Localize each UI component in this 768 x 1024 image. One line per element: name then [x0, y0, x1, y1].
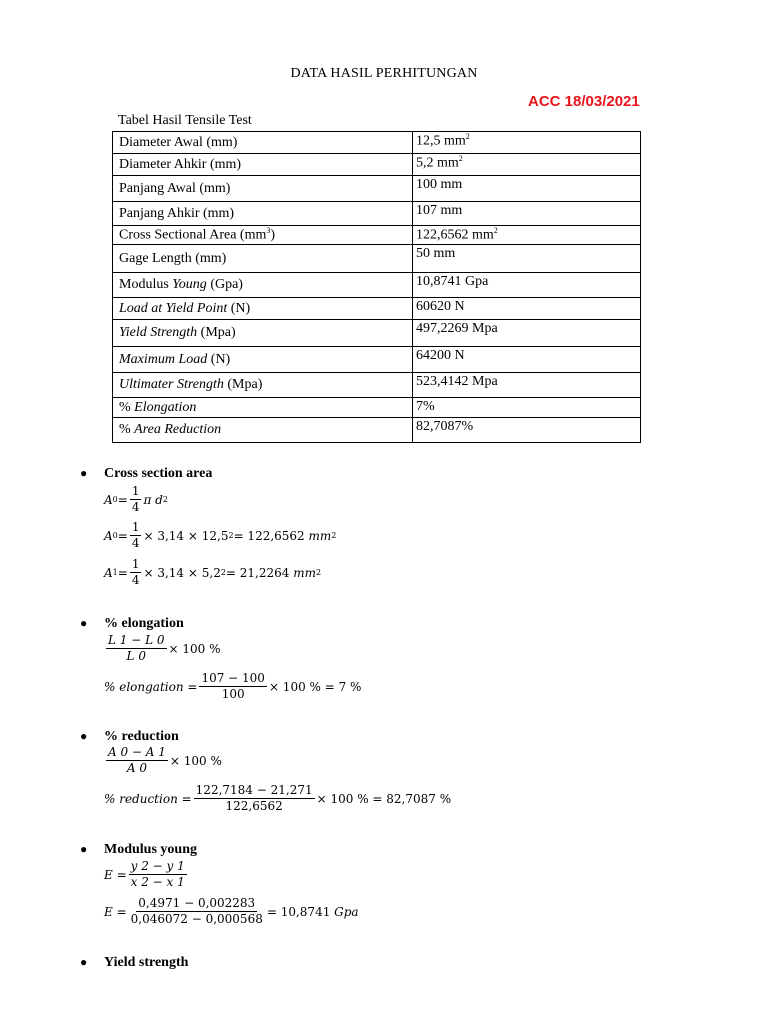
section-title: Cross section area [104, 466, 213, 481]
row-label: Panjang Ahkir (mm) [113, 202, 413, 226]
row-value: 497,2269 Mpa [413, 320, 641, 347]
equation-reduction-formula: $\frac{A 0 - A 1}{A 0}$ × 100 % [108, 745, 222, 775]
row-value: 50 mm [413, 245, 641, 273]
section-title: % reduction [104, 729, 179, 744]
row-label: % Elongation [113, 398, 413, 418]
row-label: Modulus Young (Gpa) [113, 273, 413, 298]
section-title: % elongation [104, 616, 184, 631]
row-value: 5,2 $mm^2$ [413, 154, 641, 176]
fraction: $\frac{1}{4}$ [131, 520, 140, 550]
table-row [113, 176, 641, 202]
acc-stamp: ACC 18/03/2021 [528, 93, 640, 110]
table-row [113, 398, 641, 418]
table-row [113, 418, 641, 443]
row-value: 12,5 $mm^2$ [413, 132, 641, 154]
equation-modulus-formula: E = $\frac{y 2 - y 1}{x 2 - x 1}$ [104, 859, 185, 889]
fraction: $\frac{A 0 - A 1}{A 0}$ [108, 745, 166, 775]
equation-elongation-formula: $\frac{L 1 - L 0}{L 0}$ × 100 % [108, 633, 221, 663]
row-label: Diameter Ahkir (mm) [113, 154, 413, 176]
fraction: $\frac{1}{4}$ [131, 557, 140, 587]
table-row [113, 373, 641, 398]
tensile-test-table [112, 131, 641, 443]
row-value: 60620 N [413, 298, 641, 320]
fraction: $\frac{107 - 100}{100}$ [201, 671, 265, 701]
row-value: 107 mm [413, 202, 641, 226]
fraction: $\frac{1}{4}$ [131, 484, 140, 514]
bullet-icon: ● [80, 955, 88, 969]
row-label: Yield Strength (Mpa) [113, 320, 413, 347]
equation-modulus-result: E = $\frac{0,4971 - 0,002283}{0,046072 - 0,000568}$ = 10,8741 Gpa [104, 896, 359, 926]
table-row [113, 245, 641, 273]
table-row [113, 132, 641, 154]
bullet-icon: ● [80, 842, 88, 856]
table-caption: Tabel Hasil Tensile Test [118, 113, 252, 128]
row-value: 523,4142 Mpa [413, 373, 641, 398]
section-title: Yield strength [104, 955, 189, 970]
fraction: $\frac{L 1 - L 0}{L 0}$ [108, 633, 165, 663]
bullet-icon: ● [80, 466, 88, 480]
fraction: $\frac{122,7184 - 21,271}{122,6562}$ [195, 783, 313, 813]
fraction: $\frac{y 2 - y 1}{x 2 - x 1}$ [130, 859, 185, 889]
row-label: Panjang Awal (mm) [113, 176, 413, 202]
equation-area-formula: A 0 = $\frac{1}{4}$ π d 2 [104, 484, 168, 514]
table-row [113, 154, 641, 176]
row-value: 64200 N [413, 347, 641, 373]
table-row [113, 226, 641, 245]
row-value: 100 mm [413, 176, 641, 202]
equation-a1: A 1 = $\frac{1}{4}$ × 3,14 × 5,2 2 = 21,2264 mm 2 [104, 557, 322, 587]
row-label: Diameter Awal (mm) [113, 132, 413, 154]
table-row [113, 202, 641, 226]
row-value: 10,8741 Gpa [413, 273, 641, 298]
row-label: Gage Length (mm) [113, 245, 413, 273]
row-value: 7% [413, 398, 641, 418]
equation-a0: A 0 = $\frac{1}{4}$ × 3,14 × 12,5 2 = 122,6562 mm 2 [104, 520, 337, 550]
fraction: $\frac{0,4971 - 0,002283}{0,046072 - 0,000568}$ [130, 896, 263, 926]
table-row [113, 347, 641, 373]
bullet-icon: ● [80, 616, 88, 630]
row-label: Cross Sectional Area $(mm^3)$ [113, 226, 413, 245]
row-label: Maximum Load (N) [113, 347, 413, 373]
row-label: Ultimater Strength (Mpa) [113, 373, 413, 398]
table-row [113, 273, 641, 298]
row-value: 122,6562 $mm^2$ [413, 226, 641, 245]
table-row [113, 298, 641, 320]
equation-elongation-result: % elongation = $\frac{107 - 100}{100}$ × 100 % = 7 % [104, 671, 362, 701]
table-row [113, 320, 641, 347]
row-label: Load at Yield Point (N) [113, 298, 413, 320]
section-title: Modulus young [104, 842, 197, 857]
page-title: DATA HASIL PERHITUNGAN [290, 66, 478, 81]
row-value: 82,7087% [413, 418, 641, 443]
equation-reduction-result: % reduction = $\frac{122,7184 - 21,271}{122,6562}$ × 100 % = 82,7087 % [104, 783, 452, 813]
bullet-icon: ● [80, 729, 88, 743]
row-label: % Area Reduction [113, 418, 413, 443]
